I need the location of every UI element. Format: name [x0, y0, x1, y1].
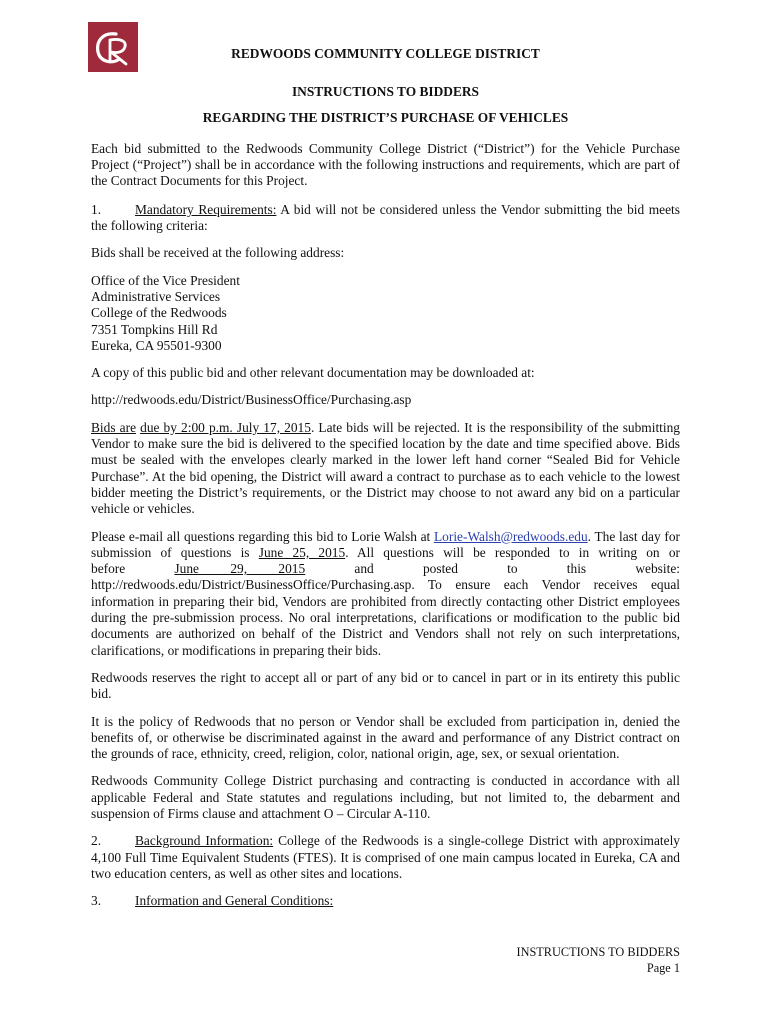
questions-post: http://redwoods.edu/District/BusinessOffice/Purchasing.asp. To ensure each Vendor receives equal information in preparing their bid, Vendors are prohibited from directly contacting other District employees during the pre-submission process. No oral interpretations, clarifications or modification to the public bid documents are authorized on behalf of the District and Vendors shall not rely on such interpretations, clarifications, or modifications in preparing their bids.: [91, 577, 680, 658]
questions-paragraph: [91, 529, 680, 659]
district-name: REDWOODS COMMUNITY COLLEGE DISTRICT: [231, 46, 540, 61]
section-3-number: 3.: [91, 893, 102, 909]
intro-paragraph: Each bid submitted to the Redwoods Community College District (“District”) for the Vehicle Purchase Project (“Project”) shall be in accordance with the following instructions and requirements, which are part of the Contract Documents for this Project.: [91, 140, 680, 189]
spread-word: and: [354, 561, 374, 577]
section-1-number: 1.: [91, 201, 102, 217]
questions-deadline: June 25, 2015: [258, 544, 346, 560]
due-label: Bids are: [91, 419, 137, 435]
address-line: Office of the Vice President: [91, 272, 240, 288]
mailing-address: [91, 273, 680, 354]
section-2-number: 2.: [91, 833, 102, 849]
document-title: INSTRUCTIONS TO BIDDERS: [291, 84, 480, 100]
address-intro: Bids shall be received at the following address:: [91, 245, 345, 261]
reserve-paragraph: Redwoods reserves the right to accept all or part of any bid or to cancel in part or in its entirety this public bid.: [91, 669, 680, 702]
section-3-paragraph: [91, 893, 680, 909]
due-date: due by 2:00 p.m. July 17, 2015: [140, 419, 311, 435]
due-date-paragraph: [91, 420, 680, 518]
document-body: [91, 46, 680, 909]
footer-doc-title: INSTRUCTIONS TO BIDDERS: [516, 945, 680, 959]
questions-mid: . The last day for submission of questions is: [91, 528, 680, 560]
questions-spread-line: [91, 561, 680, 577]
section-3-heading: Information and General Conditions:: [135, 893, 334, 909]
section-1-heading: Mandatory Requirements:: [135, 201, 277, 217]
section-1-text: A bid will not be considered unless the Vendor submitting the bid meets the following criteria:: [91, 201, 680, 234]
questions-lines: [91, 529, 680, 562]
spread-word: to: [507, 561, 518, 577]
spread-word: before: [91, 561, 126, 577]
policy-paragraph: It is the policy of Redwoods that no person or Vendor shall be excluded from participation in, denied the benefits of, or otherwise be discriminated against in the award and performance of any District contract on the grounds of race, ethnicity, creed, religion, color, national origin, age, sex, or sexual orientation.: [91, 713, 680, 762]
purchasing-paragraph: Redwoods Community College District purchasing and contracting is conducted in accordance with all applicable Federal and State statutes and regulations including, but not limited to, the debarment and suspension of Firms clause and attachment O – Circular A-110.: [91, 773, 680, 821]
contact-email-link[interactable]: Lorie-Walsh@redwoods.edu: [433, 528, 588, 544]
section-2-text: College of the Redwoods is a single-college District with approximately 4,100 Full Time Equivalent Students (FTES). It is comprised of one main campus located in Eureka, CA and two education centers, as well as other sites and locations.: [91, 833, 680, 881]
section-2-paragraph: [91, 833, 680, 882]
address-line: 7351 Tompkins Hill Rd: [91, 321, 218, 337]
questions-mid2: . All questions will be responded to in writing on or: [345, 544, 680, 560]
document-subtitle: REGARDING THE DISTRICT’S PURCHASE OF VEHICLES: [202, 109, 569, 125]
address-line: College of the Redwoods: [91, 305, 227, 321]
spread-word: posted: [422, 561, 458, 577]
page-footer: [516, 945, 680, 976]
due-text: . Late bids will be rejected. It is the responsibility of the submitting Vendor to make sure the bid is delivered to the specified location by the date and time specified above. Bids must be sealed with the envelopes clearly marked in the lower left hand corner “Sealed Bid for Vehicle Purchase”. At the bid opening, the District will award a contract to purchase as to each vehicle to the lowest bidder meeting the District’s requirements, or the District may choose to not award any bid on a particular vehicle or vehicles.: [91, 419, 680, 517]
questions-pre: Please e-mail all questions regarding this bid to Lorie Walsh at: [91, 528, 431, 544]
address-line: Administrative Services: [91, 288, 221, 304]
posting-date: June 29, 2015: [174, 561, 306, 577]
section-1-paragraph: [91, 202, 680, 235]
section-2-heading: Background Information:: [135, 833, 274, 849]
page-number: Page 1: [646, 960, 680, 975]
download-url[interactable]: http://redwoods.edu/District/BusinessOffice/Purchasing.asp: [91, 392, 412, 408]
spread-word: this: [566, 561, 587, 577]
download-text: A copy of this public bid and other relevant documentation may be downloaded at:: [91, 365, 535, 381]
address-line: Eureka, CA 95501-9300: [91, 337, 222, 353]
spread-word: website:: [635, 561, 680, 577]
